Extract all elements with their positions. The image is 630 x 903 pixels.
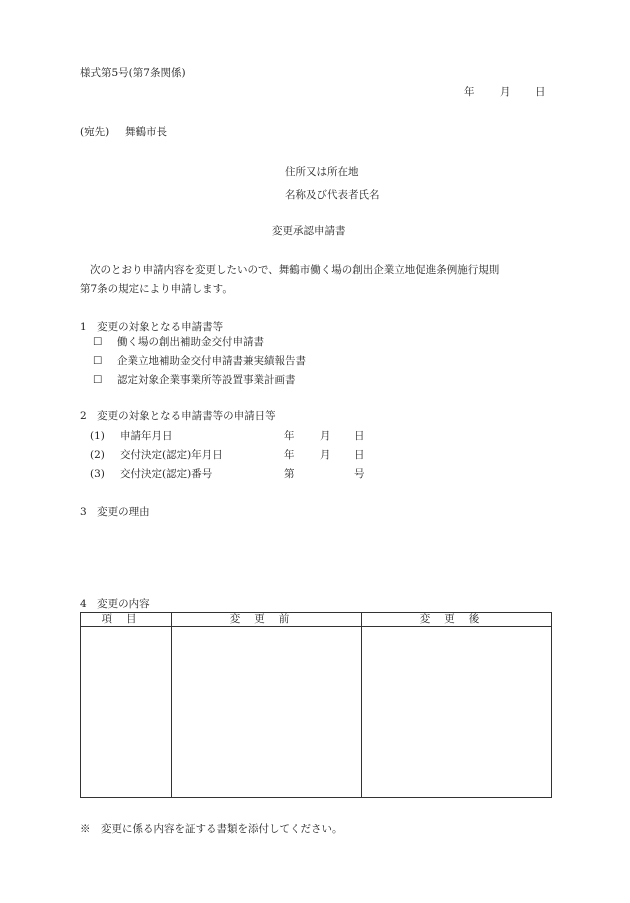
date-row-label: 申請年月日: [120, 430, 173, 442]
body-text-line2: 第7条の規定により申請します。: [80, 283, 233, 295]
date-row-year: 年: [284, 449, 295, 461]
checkbox-option-label: 企業立地補助金交付申請書兼実績報告書: [117, 355, 306, 367]
section4-heading: 4 変更の内容: [80, 598, 150, 610]
addressee-prefix: (宛先): [80, 126, 110, 138]
number-suffix: 号: [354, 468, 365, 480]
document-title: 変更承認申請書: [272, 225, 346, 237]
table-row: [81, 627, 552, 798]
checkbox-option-2[interactable]: [93, 354, 306, 368]
before-cell[interactable]: [172, 627, 362, 798]
date-row-day: 日: [354, 430, 365, 442]
form-number: 様式第5号(第7条関係): [80, 67, 186, 79]
column-header-before: 変更前: [172, 613, 362, 627]
checkbox-option-1[interactable]: [93, 335, 264, 349]
after-cell[interactable]: [362, 627, 552, 798]
addressee-name: 舞鶴市長: [125, 126, 167, 138]
table-header-row: [81, 613, 552, 627]
date-row-label: 交付決定(認定)番号: [120, 468, 213, 480]
representative-name-label: 名称及び代表者氏名: [285, 189, 380, 201]
checkbox-icon[interactable]: ☐: [93, 355, 103, 367]
change-content-table: [80, 612, 552, 798]
row-number: (1): [90, 430, 105, 442]
item-cell[interactable]: [81, 627, 172, 798]
date-row-year: 年: [284, 430, 295, 442]
checkbox-option-label: 働く場の創出補助金交付申請書: [117, 336, 264, 348]
column-header-item: 項目: [81, 613, 172, 627]
column-header-after: 変更後: [362, 613, 552, 627]
row-number: (3): [90, 468, 105, 480]
date-row-month: 月: [320, 430, 331, 442]
section1-heading: 1 変更の対象となる申請書等: [80, 321, 224, 333]
section3-heading: 3 変更の理由: [80, 506, 150, 518]
number-prefix: 第: [284, 468, 295, 480]
checkbox-icon[interactable]: ☐: [93, 336, 103, 348]
date-year: 年: [464, 86, 475, 98]
checkbox-icon[interactable]: ☐: [93, 374, 103, 386]
checkbox-option-label: 認定対象企業事業所等設置事業計画書: [117, 374, 296, 386]
date-row-day: 日: [354, 449, 365, 461]
date-row-decision-number: [90, 467, 105, 481]
date-day: 日: [535, 86, 546, 98]
date-row-month: 月: [320, 449, 331, 461]
date-row-application: [90, 429, 105, 443]
attachment-note: ※ 変更に係る内容を証する書類を添付してください。: [80, 823, 343, 835]
checkbox-option-3[interactable]: [93, 373, 296, 387]
section2-heading: 2 変更の対象となる申請書等の申請日等: [80, 410, 276, 422]
date-row-label: 交付決定(認定)年月日: [120, 449, 223, 461]
body-text-line1: 次のとおり申請内容を変更したいので、舞鶴市働く場の創出企業立地促進条例施行規則: [90, 264, 500, 276]
row-number: (2): [90, 449, 105, 461]
date-row-grant-decision: [90, 448, 105, 462]
date-month: 月: [500, 86, 511, 98]
address-label: 住所又は所在地: [285, 166, 359, 178]
